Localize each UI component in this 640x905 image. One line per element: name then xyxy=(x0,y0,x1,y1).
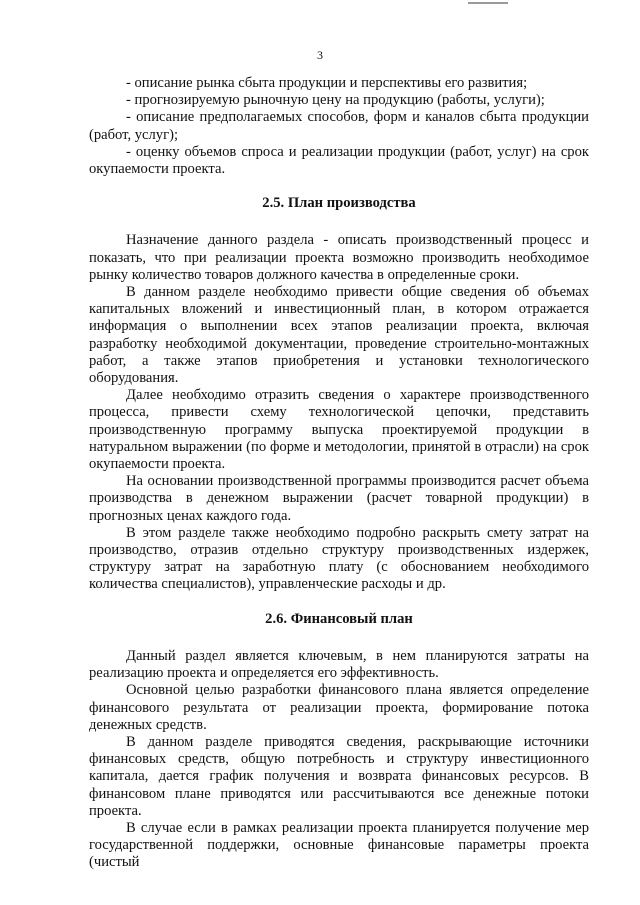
scan-artifact-line xyxy=(468,2,508,4)
paragraph: Основной целью разработки финансового плана является определение финансового результата от реализации проекта, формирование потока денежных средств. xyxy=(89,682,589,733)
section-heading-2-6: 2.6. Финансовый план xyxy=(265,610,413,627)
paragraph: В этом разделе также необходимо подробно раскрыть смету затрат на производство, отразив отдельно структуру производственных издержек, структуру затрат на заработную плату (с обоснованием необходимого количества специалистов), управленческие расходы и др. xyxy=(89,524,589,593)
list-item: - описание предполагаемых способов, форм и каналов сбыта продукции (работ, услуг); xyxy=(89,109,589,143)
page-body xyxy=(89,75,589,872)
list-item: - описание рынка сбыта продукции и перспективы его развития; xyxy=(126,75,528,91)
paragraph: Данный раздел является ключевым, в нем планируются затраты на реализацию проекта и определяется его эффективность. xyxy=(89,647,589,682)
section-heading-2-5: 2.5. План производства xyxy=(262,195,416,212)
paragraph: В данном разделе приводятся сведения, раскрывающие источники финансовых средств, общую потребность и структуру инвестиционного капитала, дается график получения и возврата финансовых ресурсов. В финансовом плане приводятся или рассчитываются все денежные потоки проекта. xyxy=(89,733,589,819)
page-number: 3 xyxy=(317,48,323,62)
paragraph: В случае если в рамках реализации проекта планируется получение мер государственной поддержки, основные финансовые параметры проекта (чистый xyxy=(89,819,589,871)
list-item: - прогнозируемую рыночную цену на продукцию (работы, услуги); xyxy=(126,92,545,109)
paragraph: Назначение данного раздела - описать производственный процесс и показать, что при реализации проекта возможно производить необходимое рынку количество товаров должного качества в определенные сроки. xyxy=(89,232,589,283)
list-item: - оценку объемов спроса и реализации продукции (работ, услуг) на срок окупаемости проекта. xyxy=(89,143,589,178)
paragraph: В данном разделе необходимо привести общие сведения об объемах капитальных вложений и инвестиционный план, в котором отражается информация о выполнении всех этапов реализации проекта, включая разработку необходимой документации, проведение строительно-монтажных работ, а также этапов приобретения и установки технологического оборудования. xyxy=(89,284,589,387)
paragraph: На основании производственной программы производится расчет объема производства в денежном выражении (расчет товарной продукции) в прогнозных ценах каждого года. xyxy=(89,473,589,524)
paragraph: Далее необходимо отразить сведения о характере производственного процесса, привести схему технологической цепочки, представить производственную программу выпуска проектируемой продукции в натуральном выражении (по форме и методологии, принятой в отрасли) на срок окупаемости проекта. xyxy=(89,387,589,473)
